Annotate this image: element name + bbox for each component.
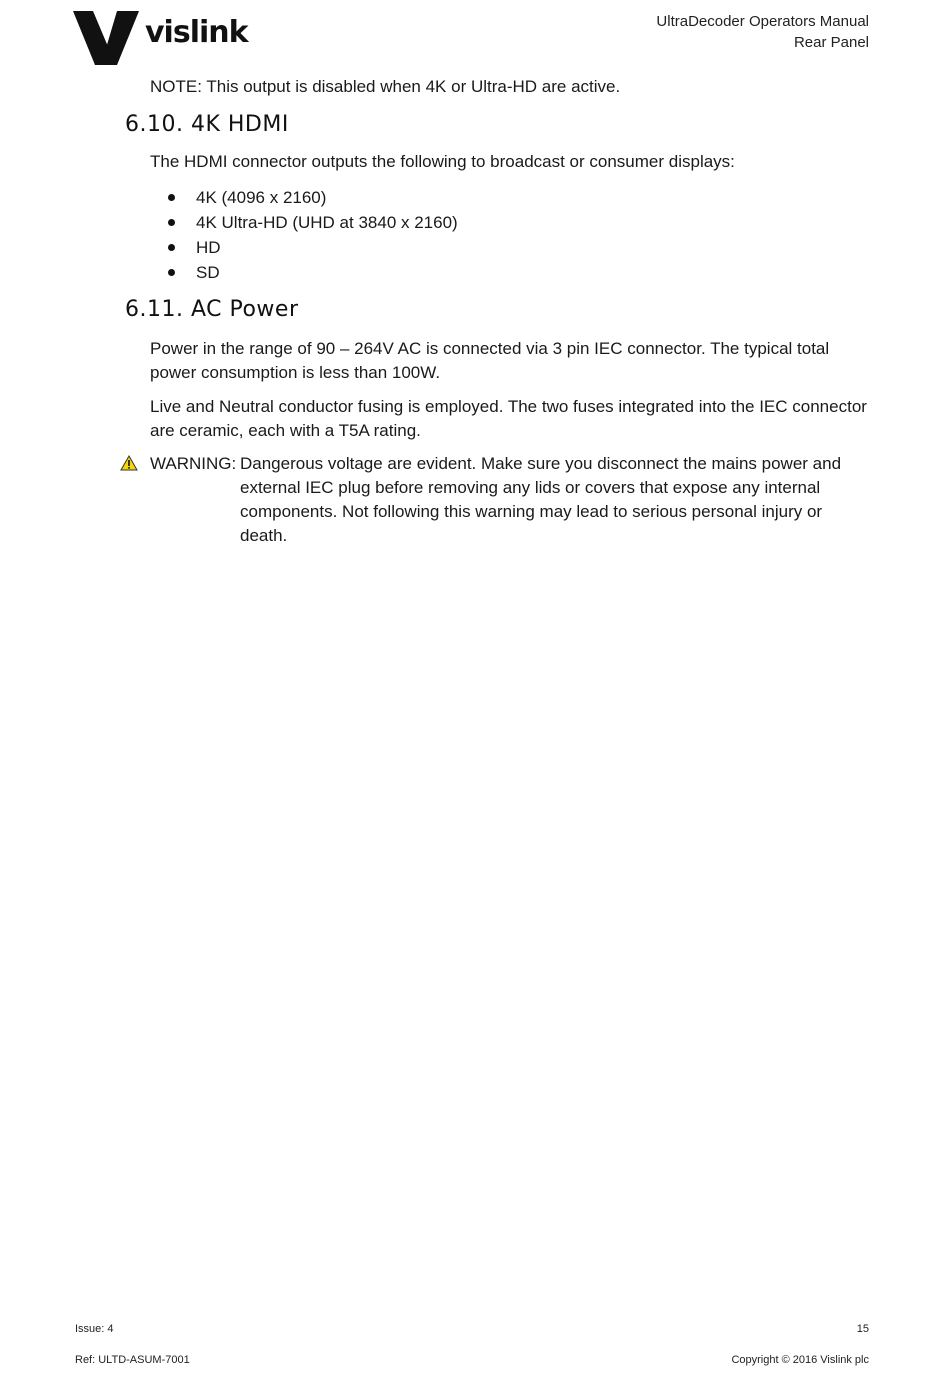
heading-4k-hdmi: 6.10. 4K HDMI — [125, 112, 289, 137]
power-paragraph-2: Live and Neutral conductor fusing is employed. The two fuses integrated into the IEC connector are ceramic, each with a T5A rating. — [150, 397, 867, 440]
page-number: 15 — [856, 1323, 869, 1335]
bullet-icon — [168, 194, 175, 201]
list-item: 4K (4096 x 2160) — [150, 185, 458, 210]
heading-ac-power: 6.11. AC Power — [125, 297, 299, 322]
hdmi-output-list — [150, 185, 458, 285]
manual-title: UltraDecoder Operators Manual — [656, 13, 869, 30]
warning-label: WARNING: — [150, 454, 237, 473]
warning-text: Dangerous voltage are evident. Make sure you disconnect the mains power and external IEC plug before removing any lids or covers that expose any internal components. Not following this warning may lead to serious personal injury or death. — [240, 454, 842, 545]
vislink-logo — [73, 9, 249, 65]
vislink-v-mark-icon — [73, 9, 143, 65]
document-ref: Ref: ULTD-ASUM-7001 — [75, 1354, 190, 1366]
bullet-icon — [168, 219, 175, 226]
section-title: Rear Panel — [793, 34, 869, 51]
logo-wordmark: vislink — [145, 15, 248, 50]
list-item: HD — [150, 235, 458, 260]
power-paragraph-1: Power in the range of 90 – 264V AC is connected via 3 pin IEC connector. The typical total power consumption is less than 100W. — [150, 339, 830, 382]
copyright: Copyright © 2016 Vislink plc — [731, 1354, 869, 1366]
output-note: NOTE: This output is disabled when 4K or Ultra-HD are active. — [150, 77, 621, 96]
bullet-icon — [168, 269, 175, 276]
list-item: SD — [150, 260, 458, 285]
warning-triangle-icon — [120, 455, 138, 471]
issue-number: Issue: 4 — [75, 1323, 114, 1335]
running-header — [656, 11, 869, 53]
bullet-icon — [168, 244, 175, 251]
hdmi-intro: The HDMI connector outputs the following to broadcast or consumer displays: — [150, 152, 735, 171]
list-item: 4K Ultra-HD (UHD at 3840 x 2160) — [150, 210, 458, 235]
